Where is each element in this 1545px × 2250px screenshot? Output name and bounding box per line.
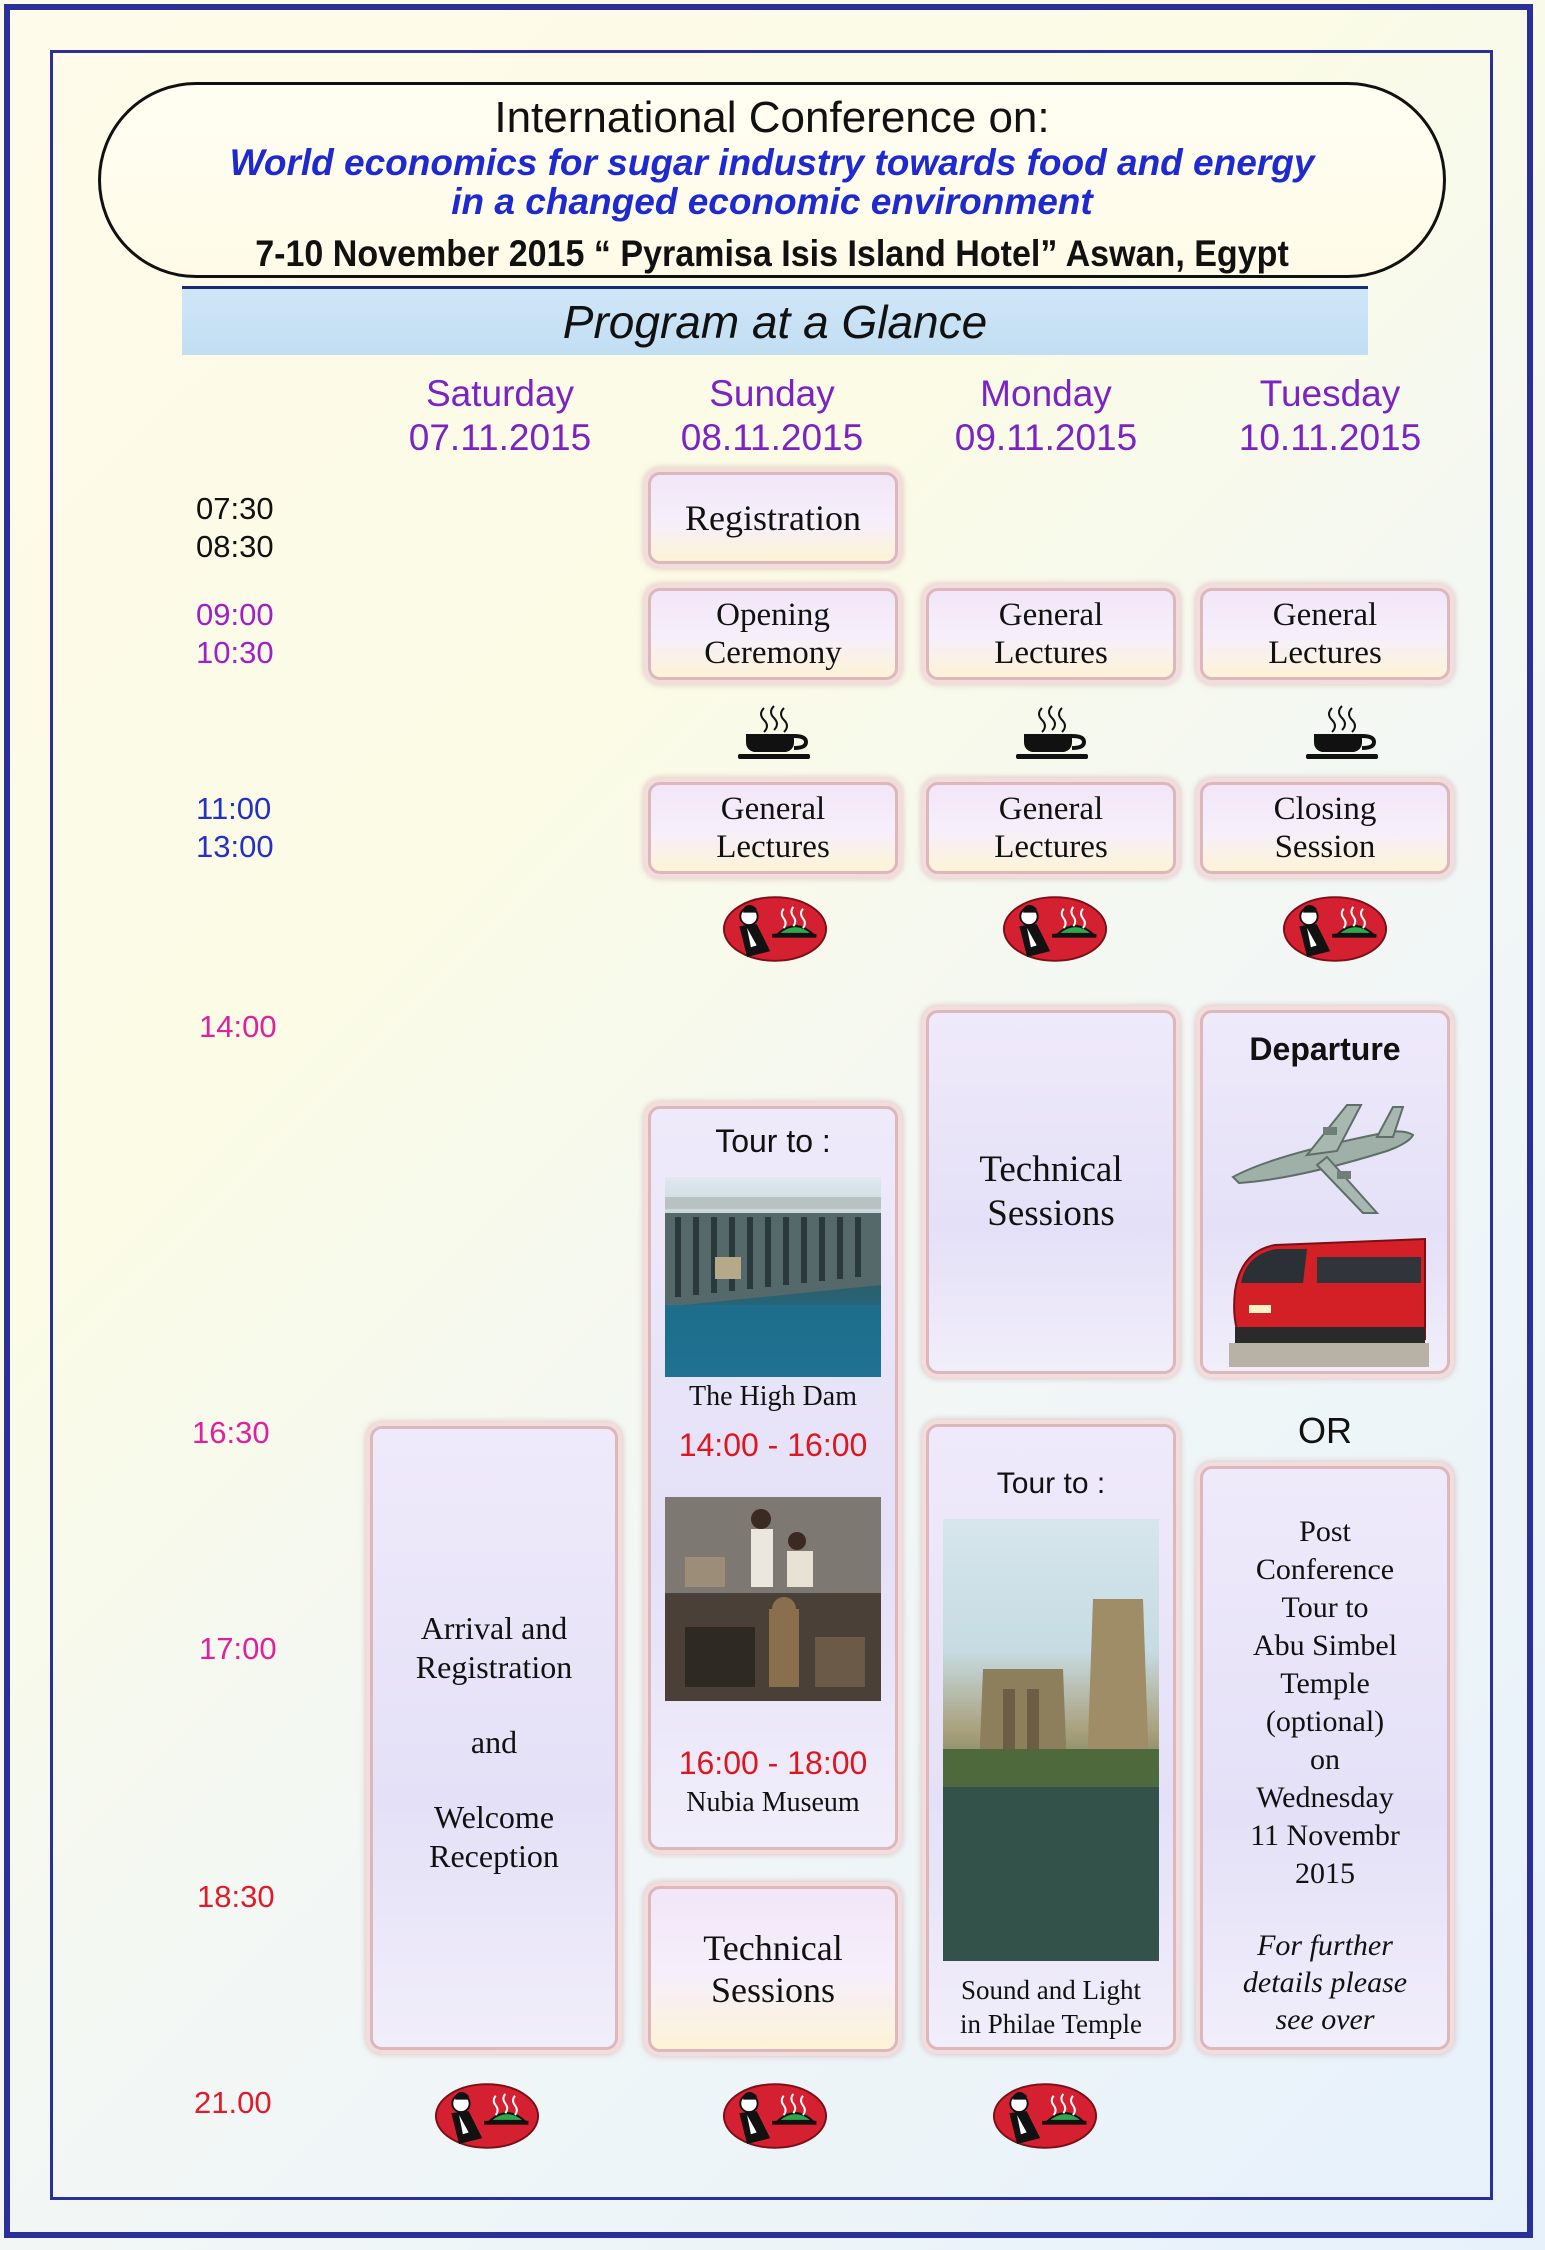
saturday-arrival-text (373, 1609, 615, 1876)
waiter-meal-icon (1282, 895, 1388, 963)
philae-caption (929, 1973, 1173, 2041)
arrival-line-4: Welcome (433, 1799, 555, 1835)
tech-label-1: Technical (703, 1928, 843, 1968)
time-1400: 14:00 (199, 1009, 277, 1044)
post-line: Abu Simbel (1252, 1629, 1398, 1662)
program-glance-title: Program at a Glance (182, 286, 1368, 355)
time-1100: 11:00 (196, 791, 272, 826)
waiter-meal-icon (722, 2082, 828, 2150)
post-line: 2015 (1295, 1857, 1355, 1890)
time-1630: 16:30 (192, 1415, 270, 1450)
monday-philae-tour-cell (926, 1424, 1176, 2050)
post-line: on (1310, 1743, 1340, 1776)
time-2100: 21.00 (194, 2085, 272, 2120)
tuesday-departure-cell (1200, 1010, 1450, 1374)
further-line-1: For further (1257, 1929, 1393, 1962)
tuesday-post-conference-cell (1200, 1466, 1450, 2050)
further-line-2: details please (1242, 1966, 1408, 1999)
tech-label-2: Sessions (710, 1970, 836, 2010)
day-date: 09.11.2015 (954, 417, 1138, 458)
day-header-sunday (642, 372, 902, 460)
lectures-label-2: Lectures (1268, 635, 1382, 671)
sunday-opening-cell (648, 588, 898, 680)
lectures-label-1: General (998, 791, 1104, 827)
sunday-technical-sessions-cell (648, 1886, 898, 2052)
closing-label-2: Session (1274, 829, 1376, 865)
closing-label-1: Closing (1273, 791, 1377, 827)
day-date: 10.11.2015 (1238, 417, 1422, 458)
tuesday-lectures-cell (1200, 588, 1450, 680)
monday-lectures-morning-cell (926, 588, 1176, 680)
conference-header (98, 82, 1446, 278)
conference-subtitle (141, 143, 1403, 221)
tech-label-1: Technical (979, 1149, 1123, 1190)
post-line: Temple (1280, 1667, 1370, 1700)
opening-label-1: Opening (716, 597, 830, 633)
tech-label-2: Sessions (987, 1193, 1115, 1234)
time-1700: 17:00 (199, 1631, 277, 1666)
day-header-saturday (370, 372, 630, 460)
day-header-tuesday (1200, 372, 1460, 460)
subtitle-line-2: in a changed economic environment (451, 181, 1093, 222)
lectures-label-1: General (998, 597, 1104, 633)
departure-label: Departure (1249, 1031, 1401, 1067)
day-name: Tuesday (1259, 373, 1401, 414)
sunday-registration-cell (648, 472, 898, 564)
philae-caption-2: in Philae Temple (959, 2009, 1143, 2039)
arrival-line-3: and (470, 1724, 518, 1760)
lectures-label-2: Lectures (994, 829, 1108, 865)
conference-venue: 7-10 November 2015 “ Pyramisa Isis Island Hotel” Aswan, Egypt (255, 233, 1289, 274)
post-line: 11 Novembr (1250, 1819, 1400, 1852)
tour-label: Tour to : (715, 1123, 831, 1159)
philae-caption-1: Sound and Light (961, 1975, 1141, 2005)
sunday-lectures-cell (648, 782, 898, 874)
post-conference-text (1203, 1513, 1447, 1893)
coffee-cup-icon (1012, 704, 1092, 760)
time-1300: 13:00 (196, 829, 274, 864)
time-1830: 18:30 (197, 1879, 275, 1914)
day-date: 07.11.2015 (408, 417, 592, 458)
time-0830: 08:30 (196, 529, 274, 564)
or-label: OR (1298, 1410, 1352, 1451)
nubia-museum-caption: Nubia Museum (686, 1787, 860, 1818)
monday-lectures-midday-cell (926, 782, 1176, 874)
day-name: Saturday (425, 373, 575, 414)
tour-label: Tour to : (996, 1467, 1106, 1500)
nubia-museum-photo (665, 1497, 881, 1701)
lectures-label-1: General (1272, 597, 1378, 633)
time-0730: 07:30 (196, 491, 274, 526)
nubia-museum-time: 16:00 - 18:00 (678, 1745, 868, 1781)
lectures-label-2: Lectures (994, 635, 1108, 671)
post-line: Tour to (1281, 1591, 1369, 1624)
day-header-monday (916, 372, 1176, 460)
day-name: Sunday (709, 373, 835, 414)
lectures-label-2: Lectures (716, 829, 830, 865)
high-dam-time: 14:00 - 16:00 (678, 1427, 868, 1463)
waiter-meal-icon (434, 2082, 540, 2150)
saturday-arrival-cell (370, 1426, 618, 2050)
post-line: Conference (1255, 1553, 1395, 1586)
coffee-cup-icon (1302, 704, 1382, 760)
opening-label-2: Ceremony (704, 635, 842, 671)
high-dam-caption: The High Dam (689, 1381, 857, 1412)
tuesday-closing-cell (1200, 782, 1450, 874)
conference-title: International Conference on: (494, 93, 1050, 142)
post-line: Wednesday (1256, 1781, 1394, 1814)
further-line-3: see over (1275, 2003, 1375, 2036)
post-line: (optional) (1265, 1705, 1385, 1738)
arrival-line-5: Reception (429, 1838, 559, 1874)
time-1030: 10:30 (196, 635, 274, 670)
time-0900: 09:00 (196, 597, 274, 632)
sunday-tour-cell (648, 1106, 898, 1850)
arrival-line-1: Arrival and (420, 1610, 568, 1646)
waiter-meal-icon (722, 895, 828, 963)
registration-label: Registration (685, 498, 861, 538)
waiter-meal-icon (992, 2082, 1098, 2150)
coffee-cup-icon (734, 704, 814, 760)
waiter-meal-icon (1002, 895, 1108, 963)
day-name: Monday (980, 373, 1112, 414)
philae-temple-photo (943, 1519, 1159, 1961)
lectures-label-1: General (720, 791, 826, 827)
airplane-icon (1227, 1097, 1427, 1223)
day-date: 08.11.2015 (680, 417, 864, 458)
high-dam-photo (665, 1177, 881, 1377)
arrival-line-2: Registration (415, 1649, 573, 1685)
train-icon (1229, 1231, 1429, 1367)
subtitle-line-1: World economics for sugar industry towards food and energy (229, 142, 1315, 183)
post-line: Post (1299, 1515, 1351, 1548)
monday-technical-sessions-cell (926, 1010, 1176, 1374)
further-details-note (1203, 1927, 1447, 2038)
